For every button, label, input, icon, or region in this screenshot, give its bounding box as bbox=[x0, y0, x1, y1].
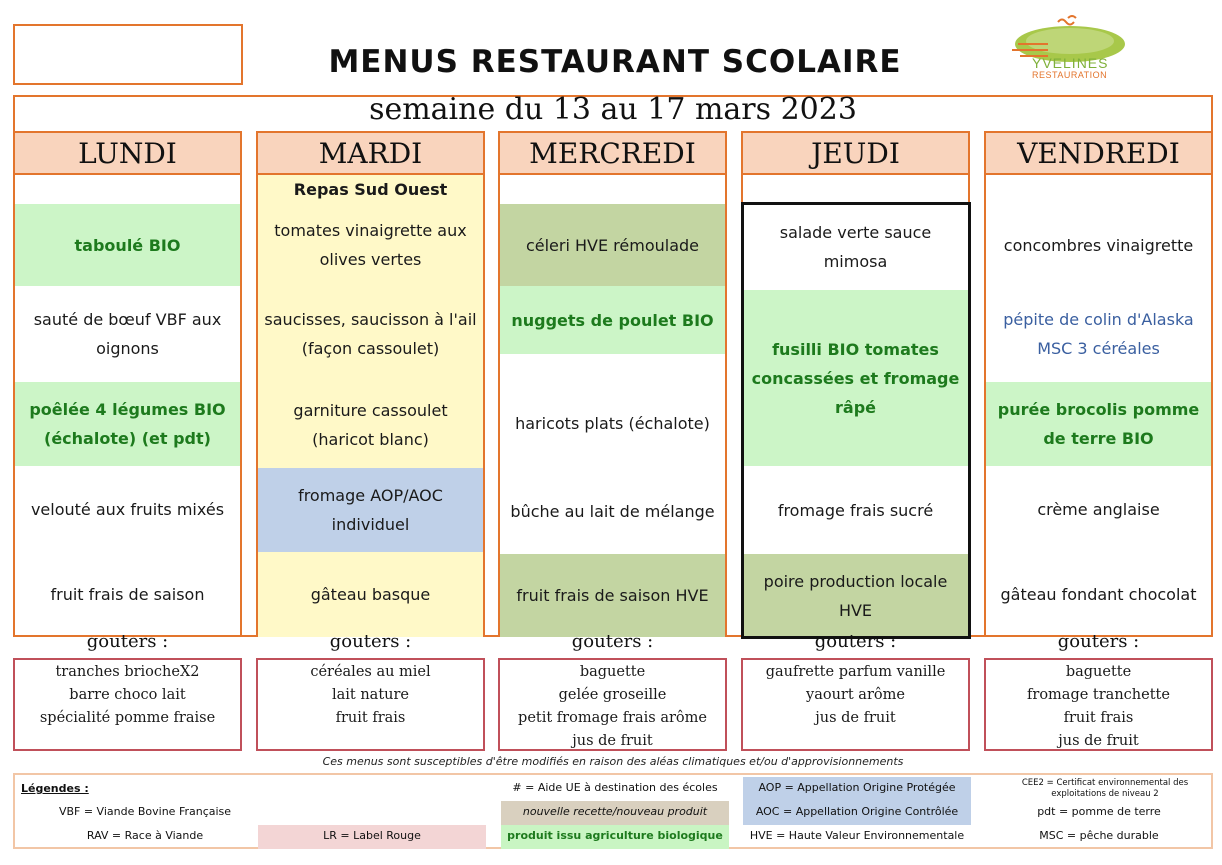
legend-aoc: AOC = Appellation Origine Contrôlée bbox=[743, 801, 971, 825]
legend-aop: AOP = Appellation Origine Protégée bbox=[743, 777, 971, 801]
menu-accompagnement: poêlée 4 légumes BIO (échalote) (et pdt) bbox=[15, 382, 240, 466]
gouters-label: gouters : bbox=[329, 631, 412, 652]
menu-entree: taboulé BIO bbox=[15, 204, 240, 286]
legend-vbf: VBF = Viande Bovine Française bbox=[58, 805, 232, 818]
gouter-item: jus de fruit bbox=[572, 733, 653, 749]
menu-plat: nuggets de poulet BIO bbox=[500, 286, 725, 354]
logo-text: YVELINES bbox=[1032, 55, 1109, 71]
legend-pdt: pdt = pomme de terre bbox=[1037, 805, 1161, 818]
legend-nouvelle-recette: nouvelle recette/nouveau produit bbox=[501, 801, 729, 825]
gouters-label: gouters : bbox=[86, 631, 169, 652]
menu-dessert: gâteau basque bbox=[258, 552, 483, 637]
gouter-item: fruit frais bbox=[1063, 710, 1134, 726]
legend-cee2: CEE2 = Certificat environnemental des exploitations de niveau 2 bbox=[1021, 778, 1189, 799]
day-column-vendredi bbox=[984, 131, 1213, 637]
menu-accompagnement: haricots plats (échalote) bbox=[515, 413, 710, 433]
gouter-item: yaourt arôme bbox=[806, 687, 905, 703]
highlight-border bbox=[741, 202, 971, 639]
day-header: VENDREDI bbox=[986, 133, 1211, 175]
menu-dessert: fruit frais de saison bbox=[50, 585, 205, 604]
gouters-label: gouters : bbox=[814, 631, 897, 652]
menu-accompagnement: purée brocolis pomme de terre BIO bbox=[986, 382, 1211, 466]
gouter-box-mercredi bbox=[498, 658, 727, 751]
gouter-box-vendredi bbox=[984, 658, 1213, 751]
gouter-item: petit fromage frais arôme bbox=[518, 710, 707, 726]
day-header: LUNDI bbox=[15, 133, 240, 175]
yvelines-logo bbox=[1010, 14, 1140, 86]
week-title: semaine du 13 au 17 mars 2023 bbox=[369, 92, 857, 127]
menu-entree: salade verte sauce mimosa bbox=[779, 223, 932, 271]
gouter-item: céréales au miel bbox=[310, 664, 431, 680]
empty-header-box bbox=[13, 24, 243, 85]
gouter-item: baguette bbox=[1065, 664, 1132, 680]
legend-msc: MSC = pêche durable bbox=[1039, 829, 1159, 842]
legend-rav: RAV = Race à Viande bbox=[86, 829, 204, 842]
gouter-item: jus de fruit bbox=[1058, 733, 1139, 749]
gouter-item: tranches briocheX2 bbox=[55, 664, 200, 680]
day-column-lundi bbox=[13, 131, 242, 637]
menu-plat: saucisses, saucisson à l'ail (façon cassoulet) bbox=[258, 286, 483, 382]
gouter-box-lundi bbox=[13, 658, 242, 751]
menu-laitage: velouté aux fruits mixés bbox=[30, 499, 225, 519]
legend-lr: LR = Label Rouge bbox=[258, 825, 486, 849]
menu-plat: fusilli BIO tomates concassées et fromage râpé bbox=[743, 290, 968, 466]
gouter-item: baguette bbox=[579, 664, 646, 680]
logo-subtext: RESTAURATION bbox=[1032, 70, 1108, 80]
gouter-item: jus de fruit bbox=[815, 710, 896, 726]
gouter-item: spécialité pomme fraise bbox=[39, 710, 216, 726]
gouter-item: lait nature bbox=[331, 687, 410, 703]
menu-entree: concombres vinaigrette bbox=[1003, 235, 1194, 255]
gouter-item: gelée groseille bbox=[558, 687, 667, 703]
legend-title: Légendes : bbox=[21, 782, 89, 795]
gouter-item: fromage tranchette bbox=[1027, 687, 1170, 703]
menu-plat: pépite de colin d'Alaska MSC 3 céréales bbox=[1003, 310, 1194, 358]
day-column-mardi bbox=[256, 131, 485, 637]
gouters-label: gouters : bbox=[571, 631, 654, 652]
gouters-label: gouters : bbox=[1057, 631, 1140, 652]
menu-laitage: fromage AOP/AOC individuel bbox=[258, 468, 483, 552]
menu-theme-title: Repas Sud Ouest bbox=[258, 175, 483, 204]
day-column-mercredi bbox=[498, 131, 727, 637]
legend-hve: HVE = Haute Valeur Environnementale bbox=[749, 829, 965, 842]
menu-accompagnement: garniture cassoulet (haricot blanc) bbox=[258, 382, 483, 468]
day-header: MARDI bbox=[258, 133, 483, 175]
menu-laitage: fromage frais sucré bbox=[777, 500, 934, 520]
menu-entree: tomates vinaigrette aux olives vertes bbox=[258, 204, 483, 286]
menu-laitage: crème anglaise bbox=[1037, 499, 1160, 519]
gouter-item: barre choco lait bbox=[69, 687, 186, 703]
menu-laitage: bûche au lait de mélange bbox=[510, 501, 715, 521]
menu-dessert: fruit frais de saison HVE bbox=[500, 554, 725, 637]
gouter-item: gaufrette parfum vanille bbox=[765, 664, 946, 680]
disclaimer-note: Ces menus sont susceptibles d'être modifiés en raison des aléas climatiques et/ou d'approvisionnements bbox=[322, 755, 904, 768]
legend-bio: produit issu agriculture biologique bbox=[501, 825, 729, 849]
menu-dessert: poire production locale HVE bbox=[743, 554, 968, 637]
menu-entree: céleri HVE rémoulade bbox=[500, 204, 725, 286]
page-title: MENUS RESTAURANT SCOLAIRE bbox=[328, 44, 902, 80]
gouter-item: fruit frais bbox=[335, 710, 406, 726]
day-header: MERCREDI bbox=[500, 133, 725, 175]
gouter-box-jeudi bbox=[741, 658, 970, 751]
day-header: JEUDI bbox=[743, 133, 968, 175]
legend bbox=[13, 773, 1213, 849]
gouter-box-mardi bbox=[256, 658, 485, 751]
legend-aide-ue: # = Aide UE à destination des écoles bbox=[512, 781, 718, 794]
menu-plat: sauté de bœuf VBF aux oignons bbox=[33, 310, 222, 358]
menu-dessert: gâteau fondant chocolat bbox=[1000, 585, 1197, 604]
